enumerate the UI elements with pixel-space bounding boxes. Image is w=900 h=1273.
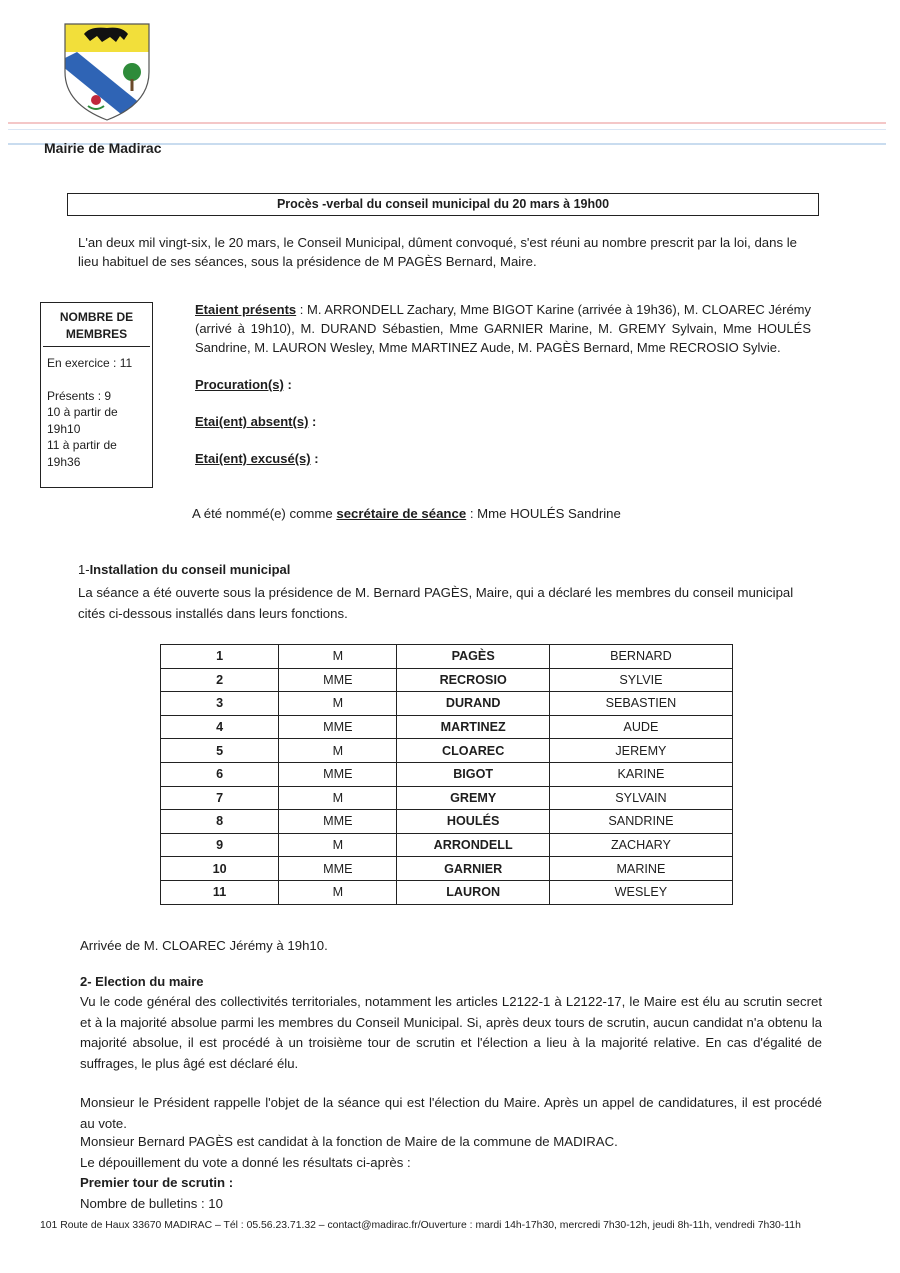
firstname-cell: KARINE: [549, 762, 732, 786]
table-row: [161, 715, 733, 739]
lastname-cell: CLOAREC: [397, 739, 549, 763]
commune-crest-logo: [62, 22, 152, 122]
lastname-cell: GREMY: [397, 786, 549, 810]
civility-cell: MME: [279, 810, 397, 834]
section-1-number: 1-: [78, 562, 90, 577]
civility-cell: MME: [279, 762, 397, 786]
secretary-prefix: A été nommé(e) comme: [192, 506, 337, 521]
civility-cell: MME: [279, 857, 397, 881]
section-2-text: Vu le code général des collectivités territoriales, notamment les articles L2122-1 à L2122-17, le Maire est élu au scrutin secret et à la majorité absolue parmi les membres du Conseil Municipal. Si, après deux tours de scrutin, aucun candidat n'a obtenu la majorité absolue, il est procédé à un troisième tour de scrutin et l'élection a lieu à la majorité relative. En cas d'égalité de suffrages, le plus âgé est déclaré élu.: [80, 994, 822, 1071]
heading-line-2: MEMBRES: [65, 327, 128, 341]
firstname-cell: AUDE: [549, 715, 732, 739]
firstname-cell: ZACHARY: [549, 833, 732, 857]
firstname-cell: SANDRINE: [549, 810, 732, 834]
firstname-cell: SYLVIE: [549, 668, 732, 692]
excused-label: Etai(ent) excusé(s): [195, 451, 311, 466]
proxy-colon: :: [283, 377, 292, 392]
row-number-cell: 1: [161, 645, 279, 669]
lastname-cell: HOULÉS: [397, 810, 549, 834]
footer-contact: 101 Route de Haux 33670 MADIRAC – Tél : 05.56.23.71.32 – contact@madirac.fr/Ouverture : mardi 14h-17h30, mercredi 7h30-12h, jeudi 8h-11h, vendredi 7h30-11h: [40, 1220, 801, 1231]
row-number-cell: 6: [161, 762, 279, 786]
present-from-2-a: 11 à partir de: [47, 438, 117, 452]
firstname-cell: SEBASTIEN: [549, 692, 732, 716]
excused-line: [195, 449, 811, 468]
in-office-count: En exercice : 11: [47, 356, 133, 370]
row-number-cell: 2: [161, 668, 279, 692]
absent-colon: :: [308, 414, 317, 429]
lastname-cell: ARRONDELL: [397, 833, 549, 857]
table-row: [161, 645, 733, 669]
table-row: [161, 857, 733, 881]
absent-label: Etai(ent) absent(s): [195, 414, 309, 429]
secretary-value: : Mme HOULÉS Sandrine: [466, 506, 621, 521]
firstname-cell: SYLVAIN: [549, 786, 732, 810]
civility-cell: MME: [279, 715, 397, 739]
proxy-line: [195, 375, 811, 394]
members-table: [160, 644, 733, 905]
row-number-cell: 9: [161, 833, 279, 857]
section-1-title: Installation du conseil municipal: [89, 562, 291, 577]
members-count-heading: [43, 303, 150, 347]
secretary-label: secrétaire de séance: [336, 506, 467, 521]
present-from-1-b: 19h10: [47, 421, 81, 436]
lastname-cell: RECROSIO: [397, 668, 549, 692]
lastname-cell: MARTINEZ: [397, 715, 549, 739]
firstname-cell: MARINE: [549, 857, 732, 881]
results-intro: Le dépouillement du vote a donné les résultats ci-après :: [80, 1155, 411, 1170]
table-row: [161, 762, 733, 786]
lastname-cell: LAURON: [397, 880, 549, 904]
table-row: [161, 668, 733, 692]
row-number-cell: 8: [161, 810, 279, 834]
row-number-cell: 7: [161, 786, 279, 810]
present-from-1-a: 10 à partir de: [47, 405, 118, 419]
secretary-line: [192, 506, 621, 521]
header-stripe-red: [8, 122, 886, 124]
civility-cell: M: [279, 880, 397, 904]
civility-cell: MME: [279, 668, 397, 692]
section-2-vote-text: Monsieur le Président rappelle l'objet de la séance qui est l'élection du Maire. Après un appel de candidatures, il est procédé au vote.: [80, 1095, 822, 1131]
members-count-box: [40, 302, 153, 488]
row-number-cell: 11: [161, 880, 279, 904]
absent-line: [195, 412, 811, 431]
excused-colon: :: [310, 451, 319, 466]
section-1-heading: [78, 562, 290, 577]
civility-cell: M: [279, 833, 397, 857]
lastname-cell: BIGOT: [397, 762, 549, 786]
section-2-heading: 2- Election du maire: [80, 974, 204, 989]
table-row: [161, 739, 733, 763]
header-stripe-blue-thin: [8, 129, 886, 130]
heading-line-1: NOMBRE DE: [59, 310, 134, 324]
firstname-cell: WESLEY: [549, 880, 732, 904]
row-number-cell: 10: [161, 857, 279, 881]
section-1-text: La séance a été ouverte sous la présidence de M. Bernard PAGÈS, Maire, qui a déclaré les membres du conseil municipal cités ci-dessous installés dans leurs fonctions.: [78, 585, 794, 621]
lastname-cell: PAGÈS: [397, 645, 549, 669]
row-number-cell: 4: [161, 715, 279, 739]
arrival-note: Arrivée de M. CLOAREC Jérémy à 19h10.: [80, 938, 328, 953]
row-number-cell: 5: [161, 739, 279, 763]
candidate-line: Monsieur Bernard PAGÈS est candidat à la fonction de Maire de la commune de MADIRAC.: [80, 1134, 618, 1149]
first-round-heading: Premier tour de scrutin :: [80, 1175, 234, 1190]
civility-cell: M: [279, 739, 397, 763]
intro-paragraph: L'an deux mil vingt-six, le 20 mars, le Conseil Municipal, dûment convoqué, s'est réuni au nombre prescrit par la loi, dans le lieu habituel de ses séances, sous la présidence de M PAGÈS Bernard, Maire.: [78, 235, 797, 269]
present-from-2-b: 19h36: [47, 454, 81, 469]
present-text: : M. ARRONDELL Zachary, Mme BIGOT Karine (arrivée à 19h36), M. CLOAREC Jérémy (arrivé à 19h10), M. DURAND Sébastien, Mme GARNIER Marine, M. GREMY Sylvain, Mme HOULÉS Sandrine, M. LAURON Wesley, Mme MARTINEZ Aude, M. PAGÈS Bernard, Mme RECROSIO Sylvie.: [195, 302, 812, 355]
table-row: [161, 692, 733, 716]
present-label: Etaient présents: [195, 302, 297, 317]
table-row: [161, 880, 733, 904]
document-title: Procès -verbal du conseil municipal du 20 mars à 19h00: [67, 193, 819, 216]
firstname-cell: BERNARD: [549, 645, 732, 669]
table-row: [161, 833, 733, 857]
proxy-label: Procuration(s): [195, 377, 284, 392]
firstname-cell: JEREMY: [549, 739, 732, 763]
present-members: [195, 300, 811, 357]
ballots-count: Nombre de bulletins : 10: [80, 1196, 223, 1211]
row-number-cell: 3: [161, 692, 279, 716]
table-row: [161, 786, 733, 810]
civility-cell: M: [279, 786, 397, 810]
lastname-cell: DURAND: [397, 692, 549, 716]
civility-cell: M: [279, 692, 397, 716]
lastname-cell: GARNIER: [397, 857, 549, 881]
civility-cell: M: [279, 645, 397, 669]
present-count: Présents : 9: [47, 388, 112, 403]
table-row: [161, 810, 733, 834]
attendance-block: [195, 300, 811, 468]
organisation-name: Mairie de Madirac: [44, 140, 162, 156]
